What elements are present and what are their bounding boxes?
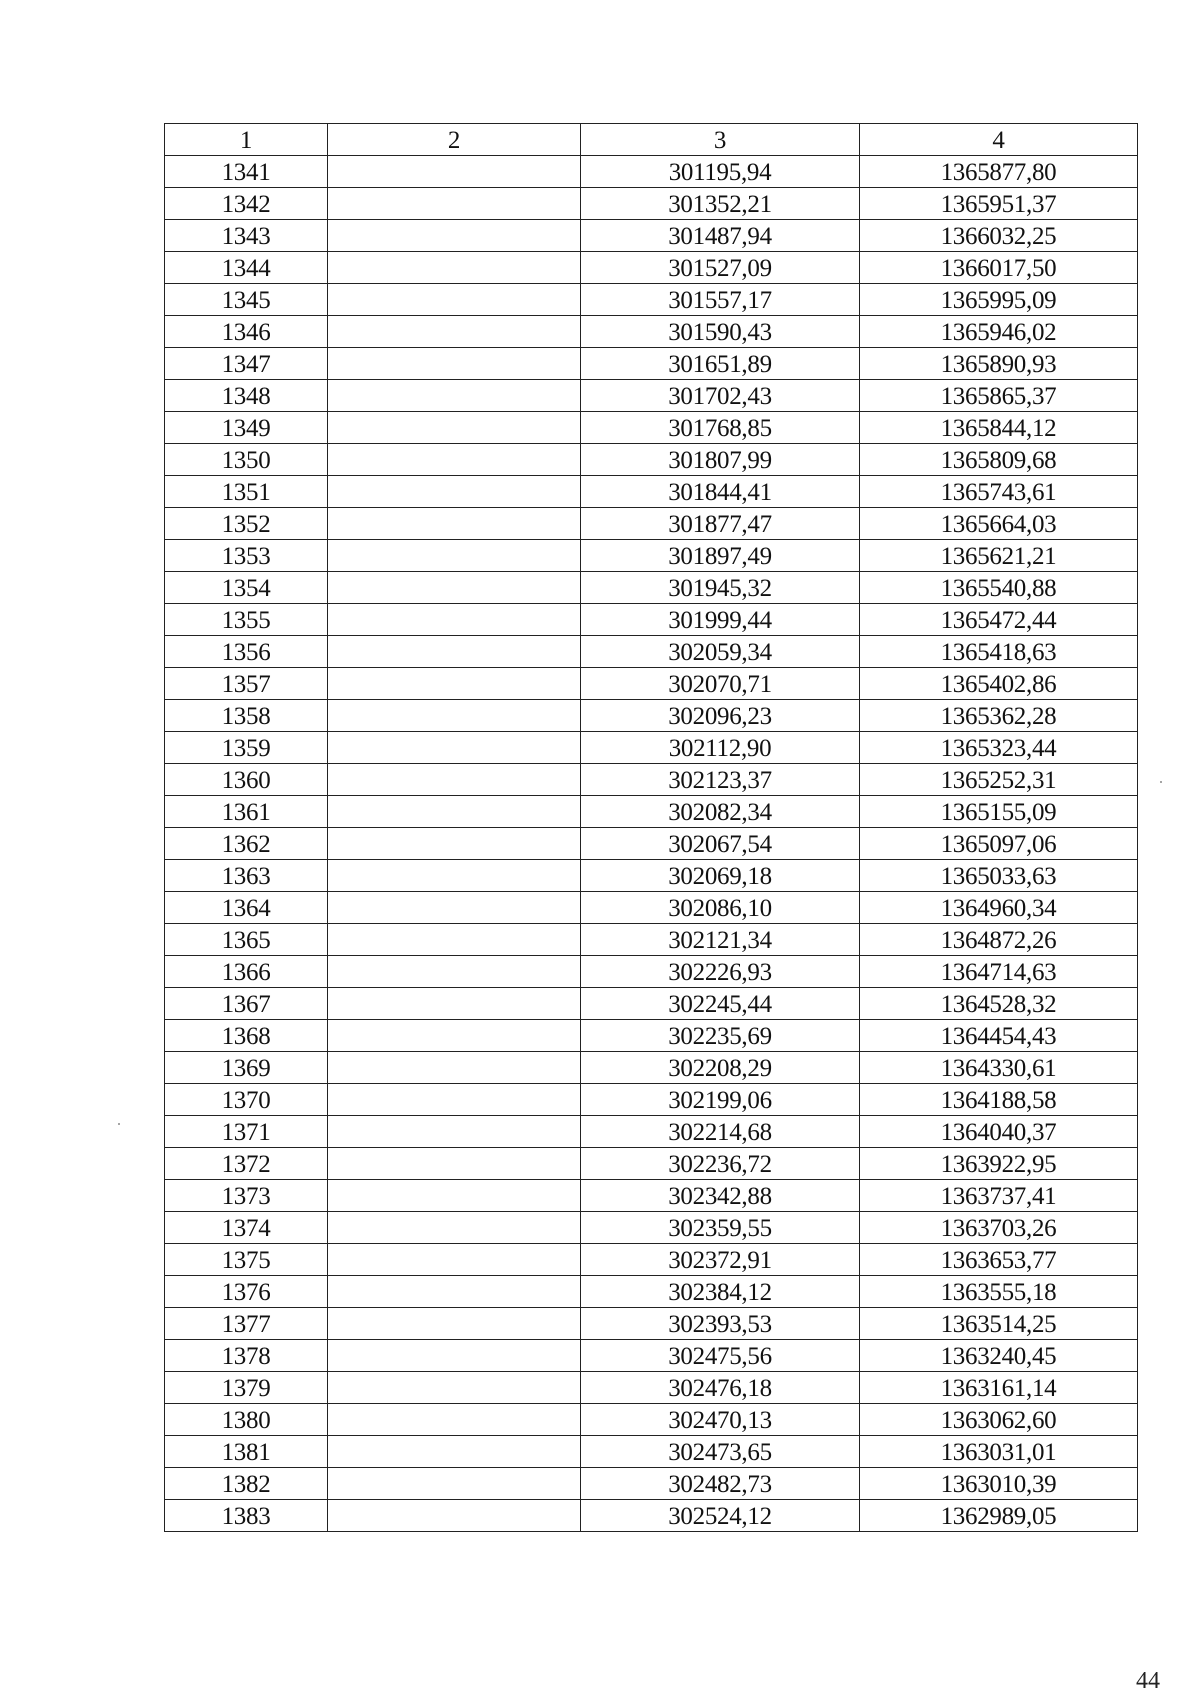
point-number-cell: 1361	[165, 796, 328, 828]
x-coordinate-cell: 301807,99	[581, 444, 860, 476]
point-number-cell: 1380	[165, 1404, 328, 1436]
table-row	[165, 1212, 1138, 1244]
x-coordinate-cell: 301527,09	[581, 252, 860, 284]
description-cell	[328, 924, 581, 956]
x-coordinate-cell: 302199,06	[581, 1084, 860, 1116]
table-row	[165, 1436, 1138, 1468]
x-coordinate-cell: 301897,49	[581, 540, 860, 572]
table-row	[165, 956, 1138, 988]
point-number-cell: 1366	[165, 956, 328, 988]
table-row	[165, 348, 1138, 380]
point-number-cell: 1342	[165, 188, 328, 220]
y-coordinate-cell: 1365951,37	[860, 188, 1138, 220]
description-cell	[328, 412, 581, 444]
x-coordinate-cell: 302121,34	[581, 924, 860, 956]
table-row	[165, 508, 1138, 540]
y-coordinate-cell: 1365809,68	[860, 444, 1138, 476]
y-coordinate-cell: 1365097,06	[860, 828, 1138, 860]
point-number-cell: 1349	[165, 412, 328, 444]
table-row	[165, 220, 1138, 252]
table-row	[165, 188, 1138, 220]
scan-speck	[1160, 781, 1162, 783]
point-number-cell: 1379	[165, 1372, 328, 1404]
table-row	[165, 636, 1138, 668]
y-coordinate-cell: 1365155,09	[860, 796, 1138, 828]
table-row	[165, 1244, 1138, 1276]
point-number-cell: 1353	[165, 540, 328, 572]
point-number-cell: 1352	[165, 508, 328, 540]
description-cell	[328, 1468, 581, 1500]
x-coordinate-cell: 302226,93	[581, 956, 860, 988]
point-number-cell: 1343	[165, 220, 328, 252]
table-row	[165, 380, 1138, 412]
table-row	[165, 1052, 1138, 1084]
description-cell	[328, 1020, 581, 1052]
y-coordinate-cell: 1365865,37	[860, 380, 1138, 412]
point-number-cell: 1383	[165, 1500, 328, 1532]
description-cell	[328, 572, 581, 604]
point-number-cell: 1365	[165, 924, 328, 956]
description-cell	[328, 1500, 581, 1532]
y-coordinate-cell: 1365402,86	[860, 668, 1138, 700]
column-header-2: 2	[328, 124, 581, 156]
table-row	[165, 1180, 1138, 1212]
x-coordinate-cell: 302473,65	[581, 1436, 860, 1468]
page-number: 44	[1136, 1668, 1160, 1694]
point-number-cell: 1374	[165, 1212, 328, 1244]
table-row	[165, 284, 1138, 316]
x-coordinate-cell: 302470,13	[581, 1404, 860, 1436]
table-row	[165, 1340, 1138, 1372]
y-coordinate-cell: 1365664,03	[860, 508, 1138, 540]
x-coordinate-cell: 301487,94	[581, 220, 860, 252]
point-number-cell: 1372	[165, 1148, 328, 1180]
description-cell	[328, 316, 581, 348]
point-number-cell: 1354	[165, 572, 328, 604]
y-coordinate-cell: 1363240,45	[860, 1340, 1138, 1372]
y-coordinate-cell: 1364454,43	[860, 1020, 1138, 1052]
point-number-cell: 1376	[165, 1276, 328, 1308]
description-cell	[328, 188, 581, 220]
description-cell	[328, 156, 581, 188]
x-coordinate-cell: 302069,18	[581, 860, 860, 892]
table-row	[165, 668, 1138, 700]
table-row	[165, 316, 1138, 348]
point-number-cell: 1368	[165, 1020, 328, 1052]
point-number-cell: 1346	[165, 316, 328, 348]
table-row	[165, 1148, 1138, 1180]
point-number-cell: 1356	[165, 636, 328, 668]
scan-speck	[118, 1123, 120, 1125]
x-coordinate-cell: 302384,12	[581, 1276, 860, 1308]
column-header-1: 1	[165, 124, 328, 156]
x-coordinate-cell: 302214,68	[581, 1116, 860, 1148]
x-coordinate-cell: 302245,44	[581, 988, 860, 1020]
table-row	[165, 924, 1138, 956]
table-row	[165, 412, 1138, 444]
description-cell	[328, 508, 581, 540]
x-coordinate-cell: 302236,72	[581, 1148, 860, 1180]
description-cell	[328, 1244, 581, 1276]
y-coordinate-cell: 1364714,63	[860, 956, 1138, 988]
table-row	[165, 700, 1138, 732]
description-cell	[328, 1436, 581, 1468]
table-header	[165, 124, 1138, 156]
description-cell	[328, 700, 581, 732]
point-number-cell: 1373	[165, 1180, 328, 1212]
description-cell	[328, 892, 581, 924]
description-cell	[328, 988, 581, 1020]
point-number-cell: 1377	[165, 1308, 328, 1340]
y-coordinate-cell: 1365362,28	[860, 700, 1138, 732]
description-cell	[328, 860, 581, 892]
header-row	[165, 124, 1138, 156]
description-cell	[328, 476, 581, 508]
y-coordinate-cell: 1365418,63	[860, 636, 1138, 668]
point-number-cell: 1358	[165, 700, 328, 732]
point-number-cell: 1344	[165, 252, 328, 284]
y-coordinate-cell: 1365323,44	[860, 732, 1138, 764]
x-coordinate-cell: 302482,73	[581, 1468, 860, 1500]
table-row	[165, 1084, 1138, 1116]
table-row	[165, 1468, 1138, 1500]
point-number-cell: 1369	[165, 1052, 328, 1084]
x-coordinate-cell: 302086,10	[581, 892, 860, 924]
description-cell	[328, 1180, 581, 1212]
y-coordinate-cell: 1363653,77	[860, 1244, 1138, 1276]
table-row	[165, 796, 1138, 828]
x-coordinate-cell: 302112,90	[581, 732, 860, 764]
point-number-cell: 1348	[165, 380, 328, 412]
x-coordinate-cell: 301702,43	[581, 380, 860, 412]
point-number-cell: 1382	[165, 1468, 328, 1500]
description-cell	[328, 732, 581, 764]
table-row	[165, 828, 1138, 860]
point-number-cell: 1357	[165, 668, 328, 700]
table-row	[165, 1372, 1138, 1404]
description-cell	[328, 1148, 581, 1180]
table-row	[165, 156, 1138, 188]
point-number-cell: 1364	[165, 892, 328, 924]
x-coordinate-cell: 302235,69	[581, 1020, 860, 1052]
x-coordinate-cell: 301557,17	[581, 284, 860, 316]
description-cell	[328, 540, 581, 572]
description-cell	[328, 220, 581, 252]
x-coordinate-cell: 302067,54	[581, 828, 860, 860]
x-coordinate-cell: 301877,47	[581, 508, 860, 540]
point-number-cell: 1362	[165, 828, 328, 860]
description-cell	[328, 1052, 581, 1084]
y-coordinate-cell: 1365877,80	[860, 156, 1138, 188]
description-cell	[328, 636, 581, 668]
x-coordinate-cell: 301945,32	[581, 572, 860, 604]
x-coordinate-cell: 302476,18	[581, 1372, 860, 1404]
y-coordinate-cell: 1364188,58	[860, 1084, 1138, 1116]
y-coordinate-cell: 1365946,02	[860, 316, 1138, 348]
point-number-cell: 1367	[165, 988, 328, 1020]
table-row	[165, 476, 1138, 508]
table-row	[165, 1500, 1138, 1532]
x-coordinate-cell: 302082,34	[581, 796, 860, 828]
table-row	[165, 540, 1138, 572]
y-coordinate-cell: 1365621,21	[860, 540, 1138, 572]
description-cell	[328, 444, 581, 476]
point-number-cell: 1371	[165, 1116, 328, 1148]
y-coordinate-cell: 1366017,50	[860, 252, 1138, 284]
description-cell	[328, 1084, 581, 1116]
point-number-cell: 1350	[165, 444, 328, 476]
column-header-4: 4	[860, 124, 1138, 156]
x-coordinate-cell: 301768,85	[581, 412, 860, 444]
table-row	[165, 1308, 1138, 1340]
description-cell	[328, 1276, 581, 1308]
y-coordinate-cell: 1364960,34	[860, 892, 1138, 924]
y-coordinate-cell: 1364528,32	[860, 988, 1138, 1020]
x-coordinate-cell: 302123,37	[581, 764, 860, 796]
description-cell	[328, 1308, 581, 1340]
description-cell	[328, 1116, 581, 1148]
description-cell	[328, 380, 581, 412]
point-number-cell: 1355	[165, 604, 328, 636]
x-coordinate-cell: 302342,88	[581, 1180, 860, 1212]
table-row	[165, 1404, 1138, 1436]
x-coordinate-cell: 301195,94	[581, 156, 860, 188]
x-coordinate-cell: 301999,44	[581, 604, 860, 636]
point-number-cell: 1359	[165, 732, 328, 764]
y-coordinate-cell: 1365890,93	[860, 348, 1138, 380]
coordinates-table	[164, 123, 1138, 1532]
table-row	[165, 1116, 1138, 1148]
y-coordinate-cell: 1363062,60	[860, 1404, 1138, 1436]
y-coordinate-cell: 1363703,26	[860, 1212, 1138, 1244]
y-coordinate-cell: 1363031,01	[860, 1436, 1138, 1468]
y-coordinate-cell: 1365995,09	[860, 284, 1138, 316]
y-coordinate-cell: 1363555,18	[860, 1276, 1138, 1308]
table-row	[165, 1276, 1138, 1308]
description-cell	[328, 604, 581, 636]
description-cell	[328, 796, 581, 828]
x-coordinate-cell: 302393,53	[581, 1308, 860, 1340]
y-coordinate-cell: 1365844,12	[860, 412, 1138, 444]
y-coordinate-cell: 1363161,14	[860, 1372, 1138, 1404]
x-coordinate-cell: 301844,41	[581, 476, 860, 508]
description-cell	[328, 668, 581, 700]
point-number-cell: 1347	[165, 348, 328, 380]
description-cell	[328, 284, 581, 316]
description-cell	[328, 828, 581, 860]
table-row	[165, 732, 1138, 764]
description-cell	[328, 956, 581, 988]
description-cell	[328, 348, 581, 380]
table-body	[165, 156, 1138, 1532]
y-coordinate-cell: 1365743,61	[860, 476, 1138, 508]
x-coordinate-cell: 302524,12	[581, 1500, 860, 1532]
point-number-cell: 1351	[165, 476, 328, 508]
y-coordinate-cell: 1364330,61	[860, 1052, 1138, 1084]
table-row	[165, 892, 1138, 924]
description-cell	[328, 764, 581, 796]
description-cell	[328, 1372, 581, 1404]
point-number-cell: 1341	[165, 156, 328, 188]
point-number-cell: 1345	[165, 284, 328, 316]
x-coordinate-cell: 302070,71	[581, 668, 860, 700]
y-coordinate-cell: 1363010,39	[860, 1468, 1138, 1500]
x-coordinate-cell: 301352,21	[581, 188, 860, 220]
table-row	[165, 444, 1138, 476]
x-coordinate-cell: 301651,89	[581, 348, 860, 380]
point-number-cell: 1370	[165, 1084, 328, 1116]
y-coordinate-cell: 1365033,63	[860, 860, 1138, 892]
table-row	[165, 860, 1138, 892]
table-row	[165, 604, 1138, 636]
table-row	[165, 764, 1138, 796]
table-row	[165, 988, 1138, 1020]
x-coordinate-cell: 302096,23	[581, 700, 860, 732]
y-coordinate-cell: 1365252,31	[860, 764, 1138, 796]
column-header-3: 3	[581, 124, 860, 156]
x-coordinate-cell: 301590,43	[581, 316, 860, 348]
x-coordinate-cell: 302475,56	[581, 1340, 860, 1372]
table-row	[165, 252, 1138, 284]
y-coordinate-cell: 1363737,41	[860, 1180, 1138, 1212]
point-number-cell: 1360	[165, 764, 328, 796]
description-cell	[328, 252, 581, 284]
description-cell	[328, 1340, 581, 1372]
x-coordinate-cell: 302208,29	[581, 1052, 860, 1084]
point-number-cell: 1375	[165, 1244, 328, 1276]
description-cell	[328, 1212, 581, 1244]
x-coordinate-cell: 302059,34	[581, 636, 860, 668]
y-coordinate-cell: 1363514,25	[860, 1308, 1138, 1340]
x-coordinate-cell: 302372,91	[581, 1244, 860, 1276]
point-number-cell: 1363	[165, 860, 328, 892]
y-coordinate-cell: 1362989,05	[860, 1500, 1138, 1532]
y-coordinate-cell: 1364040,37	[860, 1116, 1138, 1148]
y-coordinate-cell: 1365540,88	[860, 572, 1138, 604]
table-row	[165, 572, 1138, 604]
point-number-cell: 1381	[165, 1436, 328, 1468]
y-coordinate-cell: 1364872,26	[860, 924, 1138, 956]
x-coordinate-cell: 302359,55	[581, 1212, 860, 1244]
point-number-cell: 1378	[165, 1340, 328, 1372]
description-cell	[328, 1404, 581, 1436]
y-coordinate-cell: 1365472,44	[860, 604, 1138, 636]
y-coordinate-cell: 1366032,25	[860, 220, 1138, 252]
y-coordinate-cell: 1363922,95	[860, 1148, 1138, 1180]
table-row	[165, 1020, 1138, 1052]
